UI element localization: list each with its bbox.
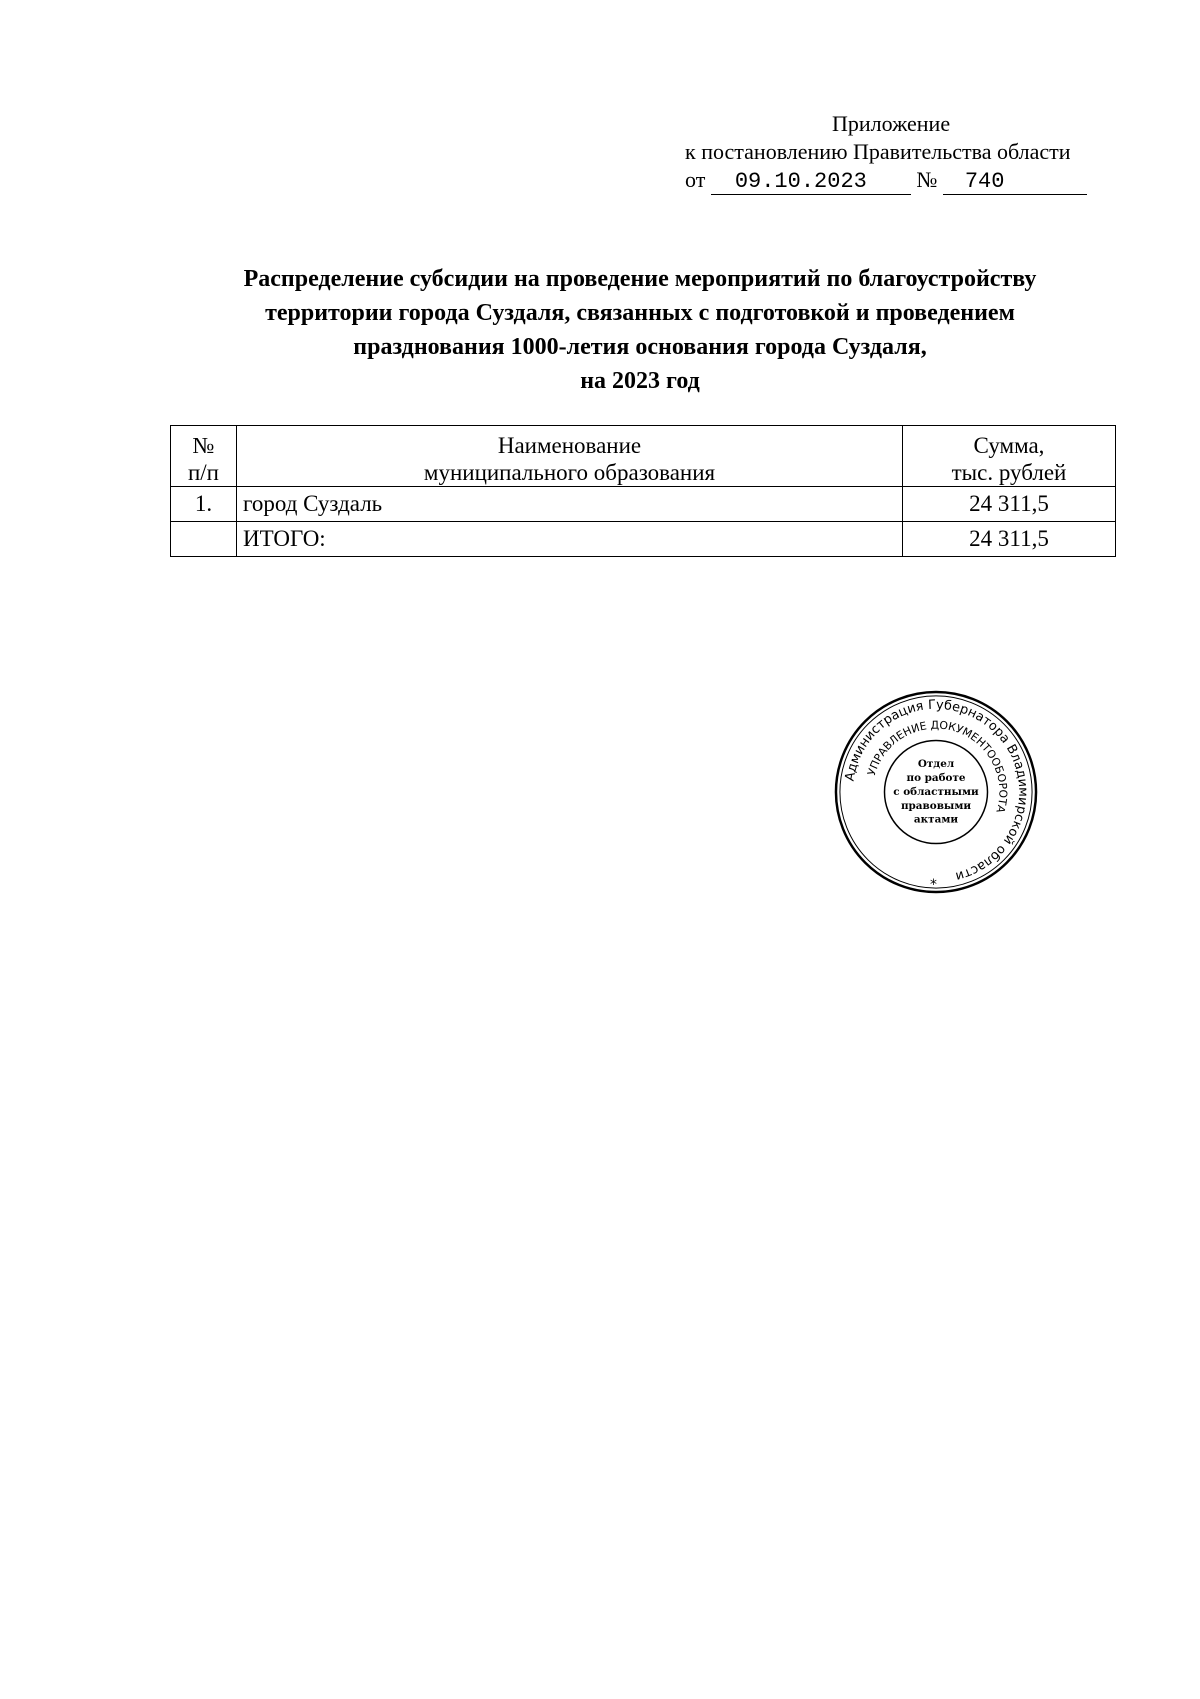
document-title-line: территории города Суздаля, связанных с подготовкой и проведением: [265, 300, 1015, 326]
stamp-inner-ring-text: УПРАВЛЕНИЕ ДОКУМЕНТООБОРОТА: [864, 718, 1010, 815]
resolution-number: 740: [943, 170, 1087, 195]
official-stamp: [832, 688, 1040, 896]
header-name: [237, 426, 903, 487]
date-prefix: от: [685, 167, 706, 192]
header-name-line: муниципального образования: [423, 460, 716, 485]
header-num: [171, 426, 237, 487]
header-num-line: №: [192, 433, 215, 458]
header-sum-line: Сумма,: [973, 433, 1045, 458]
total-sum: 24 311,5: [903, 522, 1116, 557]
document-title-line: на 2023 год: [580, 368, 700, 394]
appendix-subtitle: к постановлению Правительства области: [685, 139, 1071, 164]
row-name: город Суздаль: [237, 487, 903, 522]
header-sum: [903, 426, 1116, 487]
stamp-center-line: актами: [913, 813, 959, 826]
stamp-center-line: Отдел: [917, 758, 955, 771]
appendix-date-number: [685, 166, 1120, 195]
resolution-date: 09.10.2023: [711, 170, 911, 195]
header-name-line: Наименование: [497, 433, 642, 458]
row-num: 1.: [171, 487, 237, 522]
document-title: [160, 262, 1120, 398]
row-sum: 24 311,5: [903, 487, 1116, 522]
header-num-line: п/п: [187, 460, 219, 485]
table-total-row: [171, 522, 1116, 557]
total-label: ИТОГО:: [237, 522, 903, 557]
appendix-block: [680, 110, 1120, 195]
stamp-center-line: с областными: [893, 785, 979, 798]
header-sum-line: тыс. рублей: [951, 460, 1067, 485]
subsidy-table: [170, 425, 1116, 557]
table-header-row: [171, 426, 1116, 487]
table-row: [171, 487, 1116, 522]
total-num-empty: [171, 522, 237, 557]
document-title-line: Распределение субсидии на проведение мероприятий по благоустройству: [243, 266, 1037, 292]
stamp-star: *: [930, 877, 937, 894]
appendix-title: Приложение: [832, 111, 951, 136]
document-title-line: празднования 1000-летия основания города Суздаля,: [353, 334, 927, 360]
stamp-center-line: по работе: [906, 772, 966, 785]
stamp-outer-text: Администрация Губернатора Владимирской области: [842, 697, 1031, 884]
number-prefix: №: [916, 167, 938, 192]
stamp-center-line: правовыми: [900, 799, 972, 812]
